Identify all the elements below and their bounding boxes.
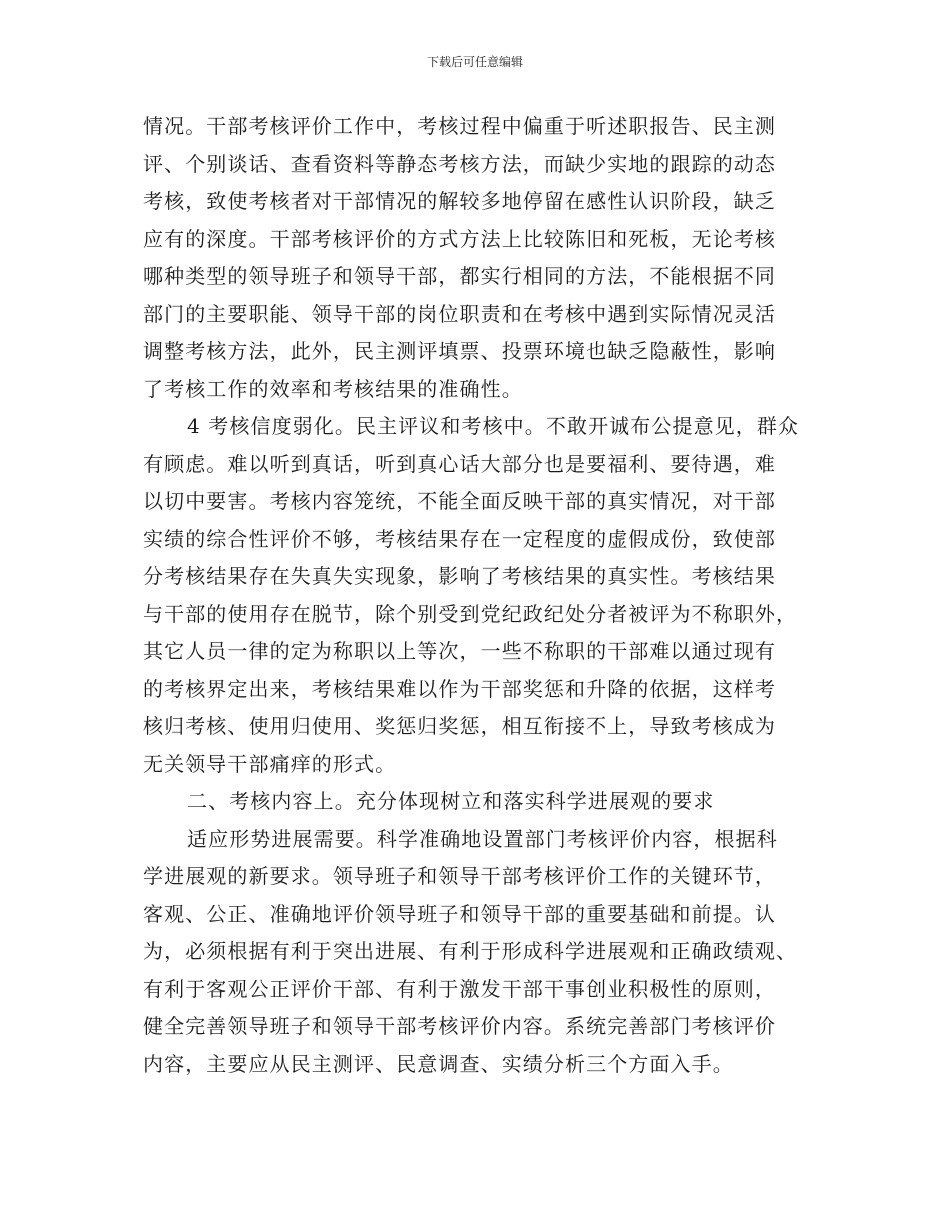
text-line: 健全完善领导班子和领导干部考核评价内容。系统完善部门考核评价 (143, 1014, 776, 1038)
text-line: 为，必须根据有利于突出进展、有利于形成科学进展观和正确政绩观、 (143, 939, 798, 963)
text-line: 哪种类型的领导班子和领导干部，都实行相同的方法，不能根据不同 (143, 264, 776, 288)
text-line: 学进展观的新要求。领导班子和领导干部考核评价工作的关键环节， (143, 864, 776, 888)
text-line: 与干部的使用存在脱节，除个别受到党纪政纪处分者被评为不称职外， (143, 601, 798, 626)
text-line: 核归考核、使用归使用、奖惩归奖惩，相互衔接不上，导致考核成为 (143, 714, 776, 738)
text-line: 以切中要害。考核内容笼统，不能全面反映干部的真实情况，对干部 (143, 489, 776, 513)
text-line: 部门的主要职能、领导干部的岗位职责和在考核中遇到实际情况灵活 (143, 301, 776, 326)
text-line: 调整考核方法，此外，民主测评填票、投票环境也缺乏隐蔽性，影响 (143, 339, 776, 363)
text-line: 内容，主要应从民主测评、民意调查、实绩分析三个方面入手。 (143, 1051, 734, 1076)
text-line: 有顾虑。难以听到真话，听到真心话大部分也是要福利、要待遇，难 (143, 451, 776, 476)
text-line: 其它人员一律的定为称职以上等次，一些不称职的干部难以通过现有 (143, 639, 776, 663)
paragraph-start-line: 4 考核信度弱化。民主评议和考核中。不敢开诚布公提意见，群众 (187, 414, 800, 438)
text-line: 分考核结果存在失真失实现象，影响了考核结果的真实性。考核结果 (143, 564, 776, 588)
text-line: 应有的深度。干部考核评价的方式方法上比较陈旧和死板，无论考核 (143, 226, 776, 251)
text-line: 情况。干部考核评价工作中，考核过程中偏重于听述职报告、民主测 (143, 114, 776, 138)
text-line: 无关领导干部痛痒的形式。 (143, 751, 397, 776)
text-line: 了考核工作的效率和考核结果的准确性。 (143, 376, 523, 401)
text-line: 有利于客观公正评价干部、有利于激发干部干事创业积极性的原则， (143, 976, 776, 1001)
section-heading: 二、考核内容上。充分体现树立和落实科学进展观的要求 (187, 789, 715, 813)
page-header: 下载后可任意编辑 (426, 55, 523, 69)
document-body (143, 108, 813, 1083)
text-line: 的考核界定出来，考核结果难以作为干部奖惩和升降的依据，这样考 (143, 676, 776, 701)
text-line: 评、个别谈话、查看资料等静态考核方法，而缺少实地的跟踪的动态 (143, 151, 776, 176)
text-line: 实绩的综合性评价不够，考核结果存在一定程度的虚假成份，致使部 (143, 526, 776, 551)
text-line: 考核，致使考核者对干部情况的解较多地停留在感性认识阶段，缺乏 (143, 189, 776, 213)
text-line: 客观、公正、准确地评价领导班子和领导干部的重要基础和前提。认 (143, 901, 776, 926)
paragraph-start-line: 适应形势进展需要。科学准确地设置部门考核评价内容，根据科 (187, 826, 778, 851)
